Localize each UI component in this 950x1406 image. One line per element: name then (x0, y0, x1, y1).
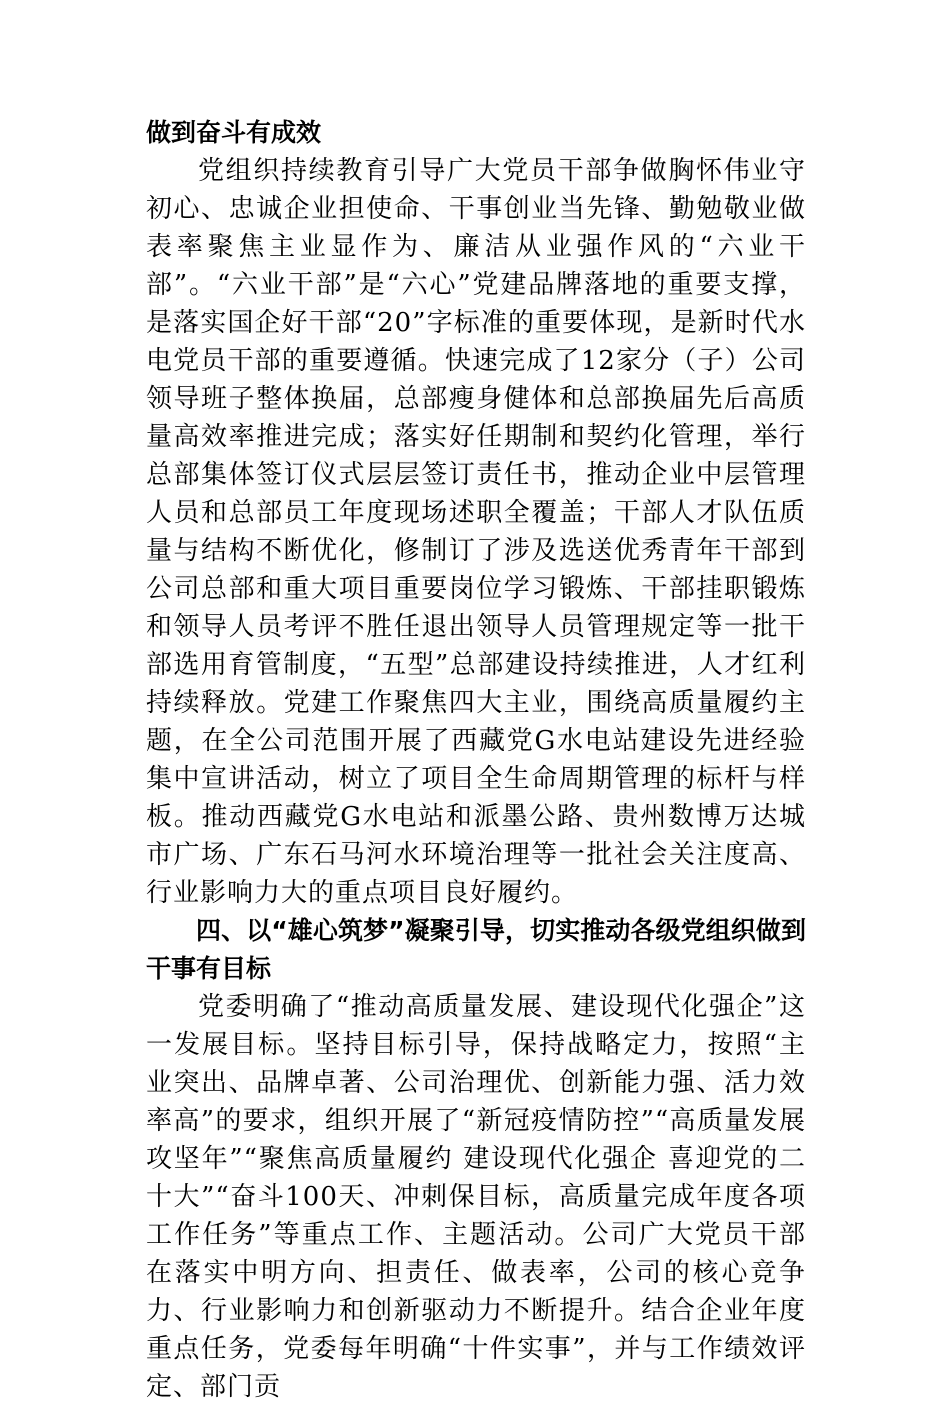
body-paragraph-1: 党组织持续教育引导广大党员干部争做胸怀伟业守初心、忠诚企业担使命、干事创业当先锋、勤勉敬业做表率聚焦主业显作为、廉洁从业强作风的“六业干部”。“六业干部”是“六心”党建品牌落地的重要支撑，是落实国企好干部“20”字标准的重要体现，是新时代水电党员干部的重要遵循。快速完成了12家分（子）公司领导班子整体换届，总部瘦身健体和总部换届先后高质量高效率推进完成；落实好任期制和契约化管理，举行总部集体签订仪式层层签订责任书，推动企业中层管理人员和总部员工年度现场述职全覆盖；干部人才队伍质量与结构不断优化，修制订了涉及选送优秀青年干部到公司总部和重大项目重要岗位学习锻炼、干部挂职锻炼和领导人员考评不胜任退出领导人员管理规定等一批干部选用育管制度，“五型”总部建设持续推进，人才红利持续释放。党建工作聚焦四大主业，围绕高质量履约主题，在全公司范围开展了西藏党G水电站建设先进经验集中宣讲活动，树立了项目全生命周期管理的标杆与样板。推动西藏党G水电站和派墨公路、贵州数博万达城市广场、广东石马河水环境治理等一批社会关注度高、行业影响力大的重点项目良好履约。 (146, 156, 806, 908)
document-body (146, 114, 806, 1406)
section-heading-continuation: 做到奋斗有成效 (146, 118, 322, 147)
section-heading-4: 四、以“雄心筑梦”凝聚引导，切实推动各级党组织做到干事有目标 (146, 916, 806, 983)
body-paragraph-2: 党委明确了“推动高质量发展、建设现代化强企”这一发展目标。坚持目标引导，保持战略定力，按照“主业突出、品牌卓著、公司治理优、创新能力强、活力效率高”的要求，组织开展了“新冠疫情防控”“高质量发展攻坚年”“聚焦高质量履约 建设现代化强企 喜迎党的二十大”“奋斗100天、冲刺保目标，高质量完成年度各项工作任务”等重点工作、主题活动。公司广大党员干部在落实中明方向、担责任、做表率，公司的核心竞争力、行业影响力和创新驱动力不断提升。结合企业年度重点任务，党委每年明确“十件实事”，并与工作绩效评定、部门贡 (146, 992, 806, 1402)
